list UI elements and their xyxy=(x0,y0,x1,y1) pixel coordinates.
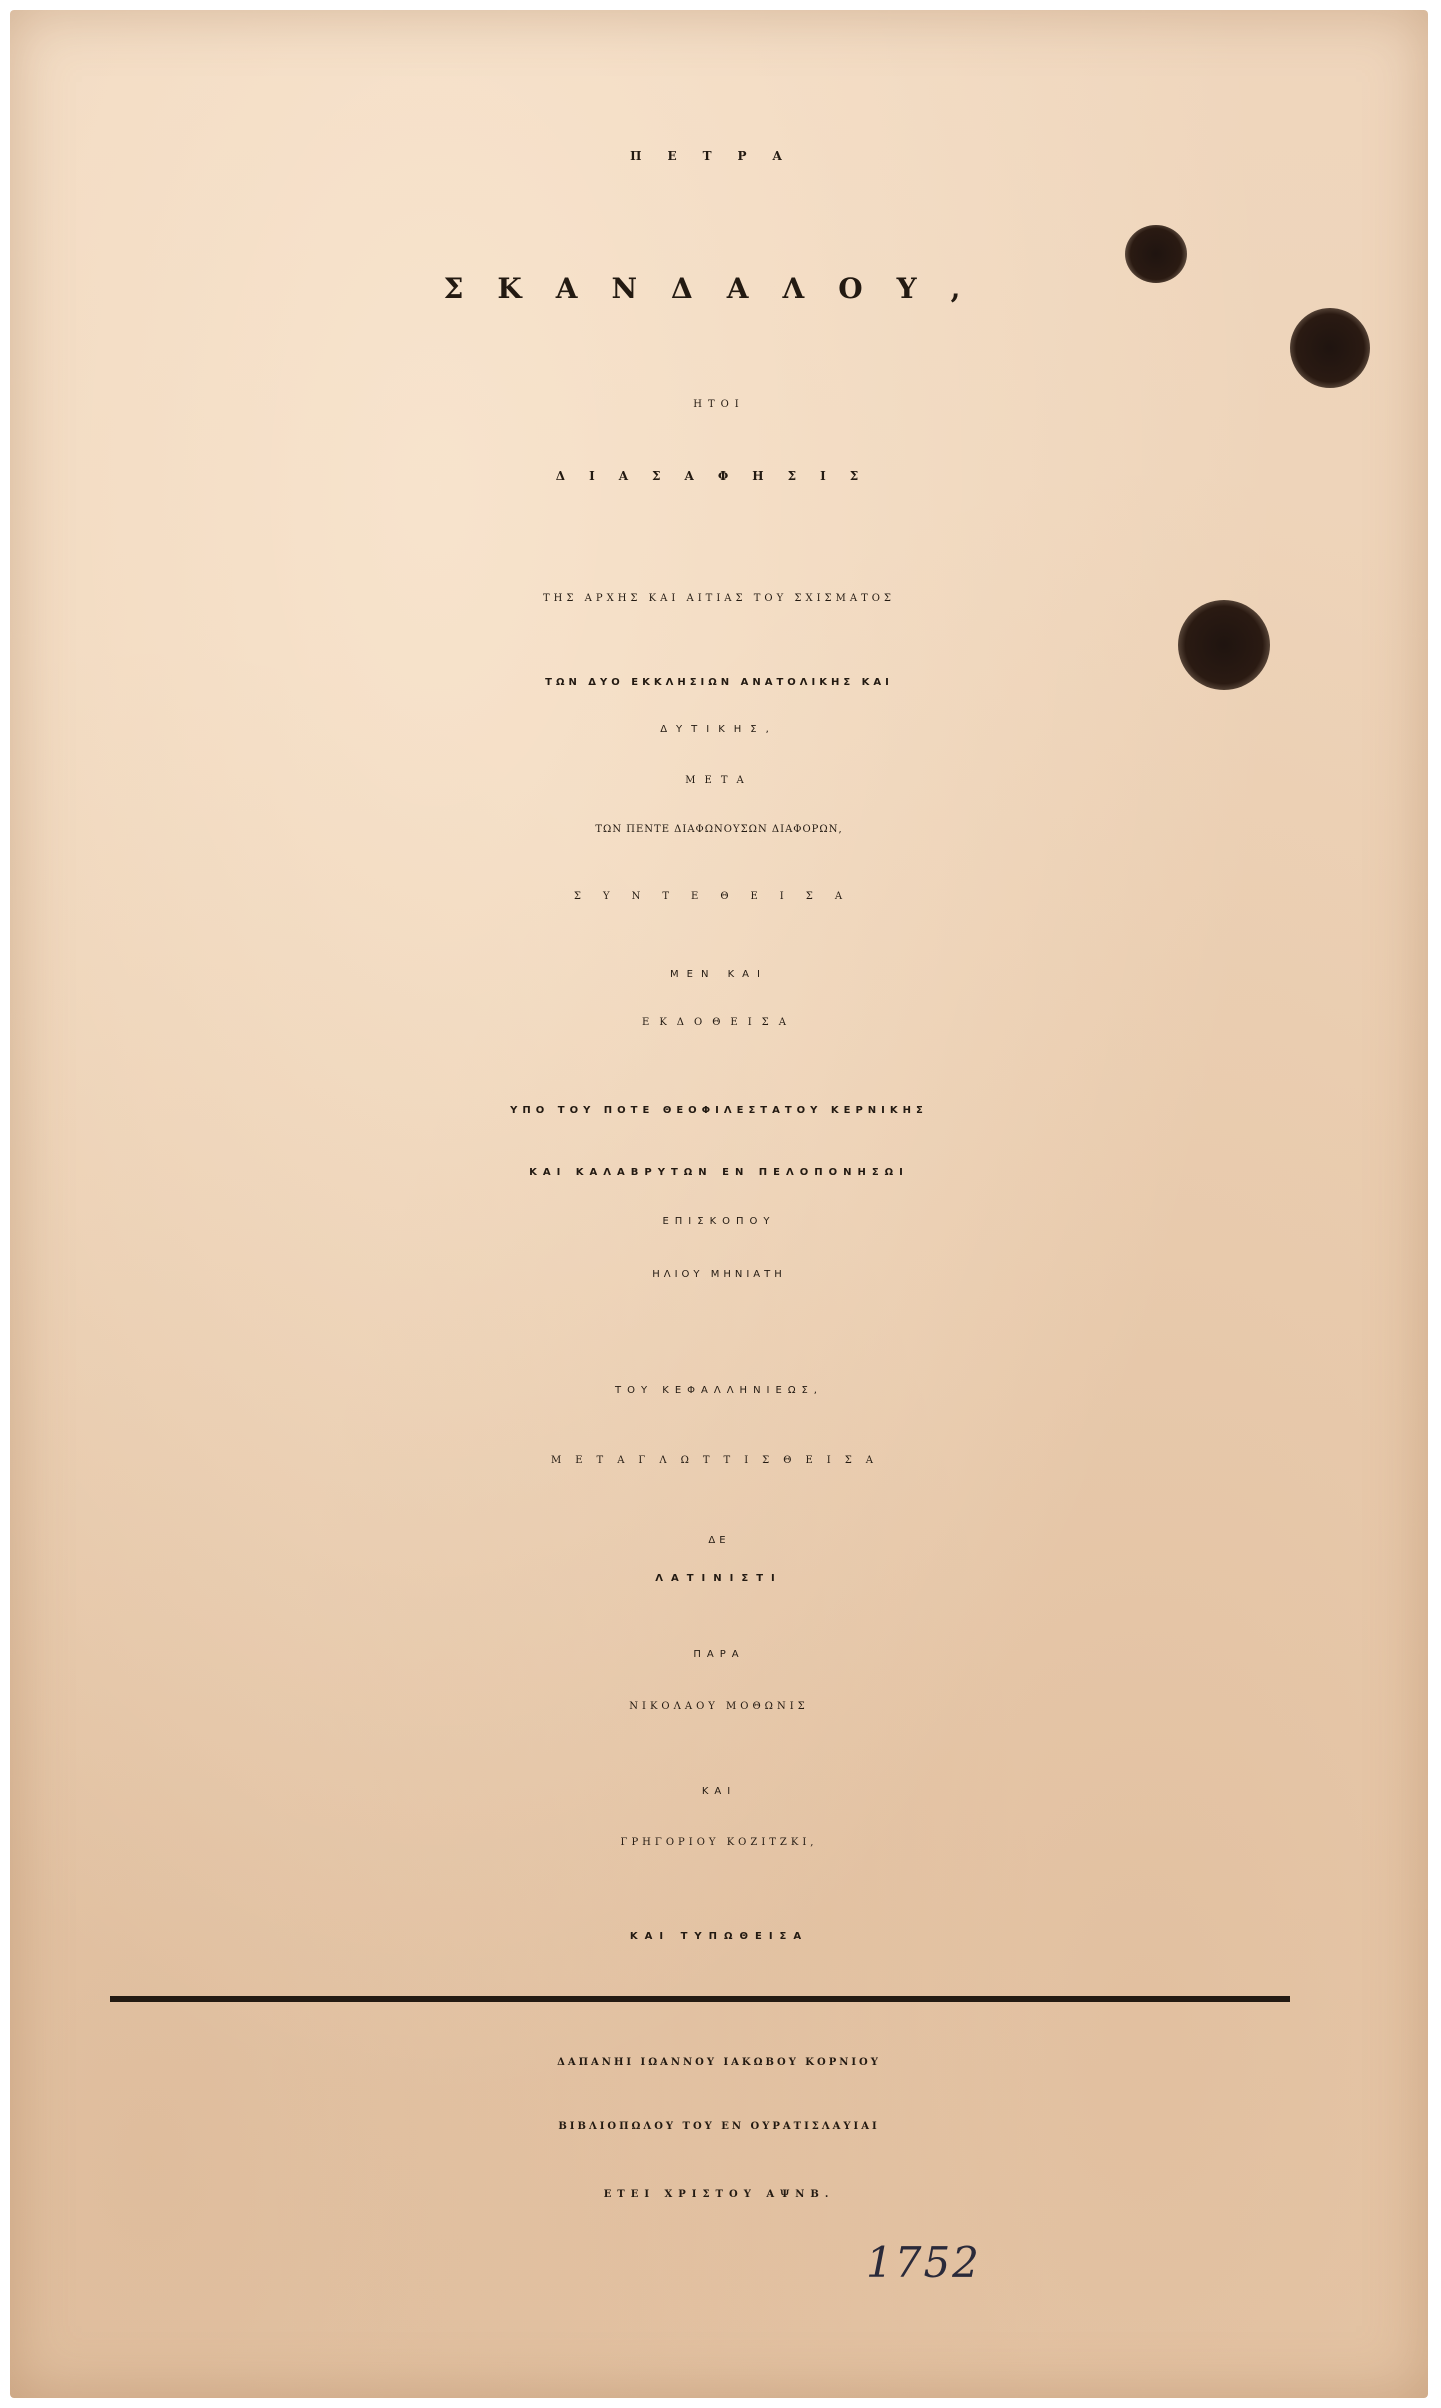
subtitle-line: ΥΠΟ ΤΟΥ ΠΟΤΕ ΘΕΟΦΙΛΕΣΤΑΤΟΥ ΚΕΡΝΙΚΗΣ xyxy=(510,1105,928,1116)
translation-line: ΚΑΙ xyxy=(701,1786,737,1797)
subtitle-line: ΤΩΝ ΔΥΟ ΕΚΚΛΗΣΙΩΝ ΑΝΑΤΟΛΙΚΗΣ ΚΑΙ xyxy=(545,677,893,688)
subtitle-line: ΕΠΙΣΚΟΠΟΥ xyxy=(662,1216,776,1227)
author-origin: ΤΟΥ ΚΕΦΑΛΛΗΝΙΕΩΣ, xyxy=(615,1385,823,1396)
printing-line: ΚΑΙ ΤΥΠΩΘΕΙΣΑ xyxy=(629,1931,809,1942)
subtitle-line: ΕΚΔΟΘΕΙΣΑ xyxy=(642,1017,796,1028)
subtitle-line: ΜΕΤΑ xyxy=(685,775,753,786)
handwritten-year: 1752 xyxy=(866,2238,981,2287)
translation-line: ΜΕΤΑΓΛΩΤΤΙΣΘΕΙΣΑ xyxy=(551,1455,887,1466)
ink-stain xyxy=(1178,600,1270,690)
imprint-place: ΒΙΒΛΙΟΠΩΛΟΥ ΤΟΥ ΕΝ ΟΥΡΑΤΙΣΛΑΥΙΑΙ xyxy=(558,2121,880,2132)
subtitle-line: ΣΥΝΤΕΘΕΙΣΑ xyxy=(573,891,865,902)
author-name: ΗΛΙΟΥ ΜΗΝΙΑΤΗ xyxy=(652,1269,786,1280)
horizontal-rule xyxy=(110,1996,1290,2002)
subtitle-line: ΚΑΙ ΚΑΛΑΒΡΥΤΩΝ ΕΝ ΠΕΛΟΠΟΝΗΣΩΙ xyxy=(529,1167,909,1178)
subtitle-main: ΔΙΑΣΑΦΗΣΙΣ xyxy=(555,469,883,483)
title-line-1: ΠΕΤΡΑ xyxy=(630,149,808,163)
subtitle-line: ΤΩΝ ΠΕΝΤΕ ΔΙΑΦΩΝΟΥΣΩΝ ΔΙΑΦΟΡΩΝ, xyxy=(595,824,843,835)
imprint-publisher: ΔΑΠΑΝΗΙ ΙΩΑΝΝΟΥ ΙΑΚΩΒΟΥ ΚΟΡΝΙΟΥ xyxy=(557,2057,881,2068)
title-page xyxy=(10,10,1428,2398)
subtitle-line: ΤΗΣ ΑΡΧΗΣ ΚΑΙ ΑΙΤΙΑΣ ΤΟΥ ΣΧΙΣΜΑΤΟΣ xyxy=(542,593,896,604)
translation-language: ΛΑΤΙΝΙΣΤΙ xyxy=(655,1573,783,1584)
subtitle-line: ΔΥΤΙΚΗΣ, xyxy=(660,724,778,735)
translator-name: ΓΡΗΓΟΡΙΟΥ ΚΟΖΙΤΖΚΙ, xyxy=(620,1837,818,1848)
subtitle-line: ΜΕΝ ΚΑΙ xyxy=(670,969,768,980)
title-line-2: ΣΚΑΝΔΑΛΟΥ, xyxy=(443,272,995,305)
translation-line: ΠΑΡΑ xyxy=(693,1649,745,1660)
translator-name: ΝΙΚΟΛΑΟΥ ΜΟΘΩΝΙΣ xyxy=(629,1701,809,1712)
subtitle-connector: ΗΤΟΙ xyxy=(693,399,745,410)
imprint-year: ΕΤΕΙ ΧΡΙΣΤΟΥ ΑΨΝΒ. xyxy=(603,2189,835,2200)
translation-line: ΔΕ xyxy=(708,1535,730,1546)
ink-stain xyxy=(1290,308,1370,388)
